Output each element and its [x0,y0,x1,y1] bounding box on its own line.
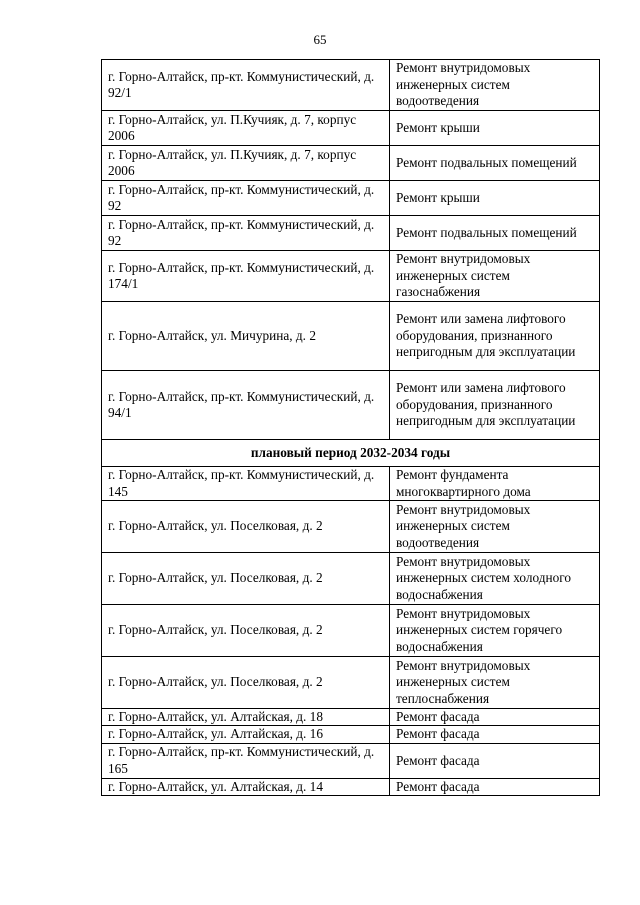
address-cell: г. Горно-Алтайск, пр-кт. Коммунистический, д. 94/1 [102,371,390,440]
table-row [102,111,600,146]
table-row [102,657,600,709]
work-type-cell: Ремонт подвальных помещений [390,216,600,251]
work-type-cell: Ремонт внутридомовых инженерных систем водоотведения [390,501,600,553]
address-cell: г. Горно-Алтайск, ул. Алтайская, д. 14 [102,778,390,795]
table-row [102,146,600,181]
address-cell: г. Горно-Алтайск, ул. Мичурина, д. 2 [102,302,390,371]
work-type-cell: Ремонт фасада [390,726,600,743]
address-cell: г. Горно-Алтайск, ул. Алтайская, д. 16 [102,726,390,743]
table-row [102,709,600,726]
work-type-cell: Ремонт внутридомовых инженерных систем горячего водоснабжения [390,605,600,657]
table-row [102,726,600,743]
section-title: плановый период 2032-2034 годы [102,440,600,467]
address-cell: г. Горно-Алтайск, ул. Алтайская, д. 18 [102,709,390,726]
address-cell: г. Горно-Алтайск, пр-кт. Коммунистический, д. 145 [102,467,390,501]
table-row [102,501,600,553]
work-type-cell: Ремонт внутридомовых инженерных систем холодного водоснабжения [390,553,600,605]
address-cell: г. Горно-Алтайск, пр-кт. Коммунистический, д. 92 [102,216,390,251]
address-cell: г. Горно-Алтайск, ул. П.Кучияк, д. 7, корпус 2006 [102,111,390,146]
address-cell: г. Горно-Алтайск, пр-кт. Коммунистический, д. 92 [102,181,390,216]
address-cell: г. Горно-Алтайск, ул. Поселковая, д. 2 [102,501,390,553]
work-type-cell: Ремонт крыши [390,111,600,146]
table-row [102,216,600,251]
address-cell: г. Горно-Алтайск, ул. Поселковая, д. 2 [102,605,390,657]
table-row [102,605,600,657]
work-type-cell: Ремонт внутридомовых инженерных систем теплоснабжения [390,657,600,709]
work-type-cell: Ремонт фасада [390,778,600,795]
works-table [101,59,600,796]
address-cell: г. Горно-Алтайск, пр-кт. Коммунистический, д. 165 [102,743,390,778]
work-type-cell: Ремонт фундамента многоквартирного дома [390,467,600,501]
work-type-cell: Ремонт подвальных помещений [390,146,600,181]
work-type-cell: Ремонт крыши [390,181,600,216]
work-type-cell: Ремонт внутридомовых инженерных систем водоотведения [390,60,600,111]
table-row [102,302,600,371]
section-header-row [102,440,600,467]
address-cell: г. Горно-Алтайск, ул. Поселковая, д. 2 [102,553,390,605]
work-type-cell: Ремонт внутридомовых инженерных систем газоснабжения [390,251,600,302]
page-number: 65 [313,32,327,47]
table-row [102,467,600,501]
table-row [102,251,600,302]
work-type-cell: Ремонт или замена лифтового оборудования, признанного непригодным для эксплуатации [390,302,600,371]
address-cell: г. Горно-Алтайск, ул. Поселковая, д. 2 [102,657,390,709]
address-cell: г. Горно-Алтайск, пр-кт. Коммунистический, д. 174/1 [102,251,390,302]
planned-works-table-body [102,467,600,796]
work-type-cell: Ремонт фасада [390,743,600,778]
table-row [102,181,600,216]
table-row [102,778,600,795]
work-type-cell: Ремонт фасада [390,709,600,726]
table-row [102,553,600,605]
work-type-cell: Ремонт или замена лифтового оборудования, признанного непригодным для эксплуатации [390,371,600,440]
address-cell: г. Горно-Алтайск, пр-кт. Коммунистический, д. 92/1 [102,60,390,111]
address-cell: г. Горно-Алтайск, ул. П.Кучияк, д. 7, корпус 2006 [102,146,390,181]
section-group [102,440,600,467]
works-table-body [102,60,600,440]
table-row [102,60,600,111]
table-row [102,371,600,440]
table-row [102,743,600,778]
